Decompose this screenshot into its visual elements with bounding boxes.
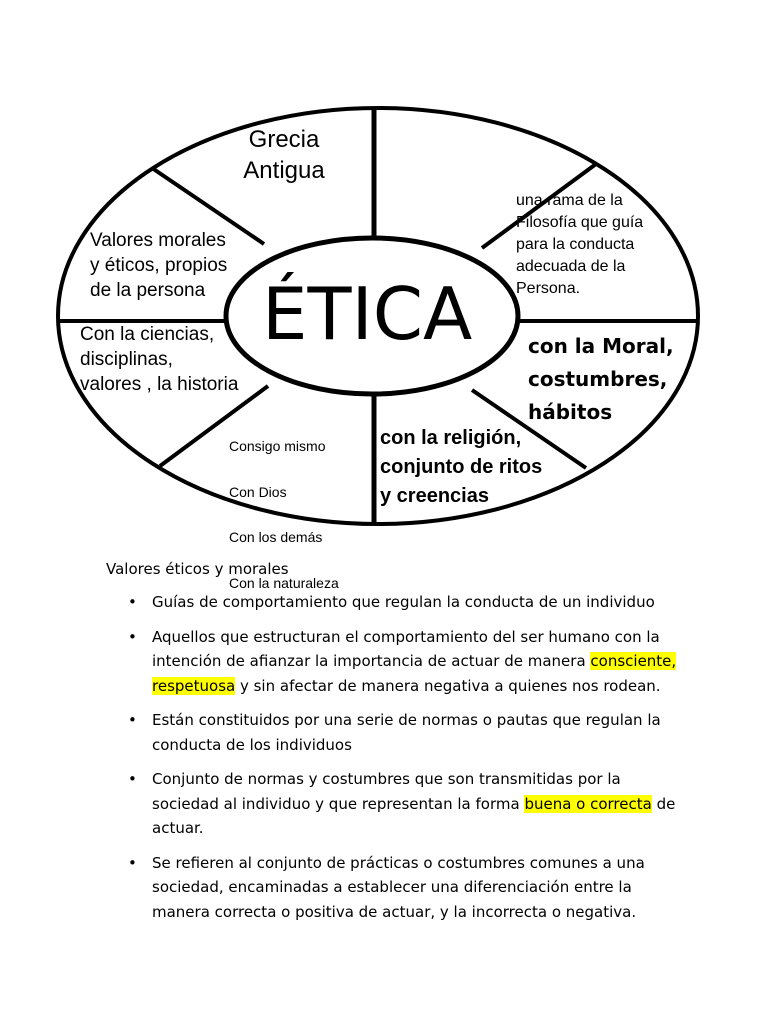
bullet-text: Están constituidos por una serie de normas o pautas que regulan la conducta de los individuos: [152, 711, 661, 754]
segment-moral: con la Moral, costumbres, hábitos: [528, 334, 674, 424]
segment-ciencias: Con la ciencias, disciplinas, valores , la historia: [80, 324, 239, 395]
bullet-dot: •: [128, 593, 137, 611]
bullet-dot: •: [128, 853, 137, 872]
segment-valores-morales: Valores morales y éticos, propios de la persona: [90, 230, 228, 301]
relacion-item: Con los demás: [229, 529, 323, 545]
highlighted-text: buena o correcta: [524, 794, 652, 813]
relacion-item: Con Dios: [229, 483, 287, 500]
bullet-dot: •: [128, 627, 137, 646]
segment-rama-filosofia: una rama de la Filosofía que guía para la conducta adecuada de la Persona.: [516, 192, 644, 297]
bullet-list: [128, 590, 688, 934]
bullet-text: de actuar.: [152, 794, 676, 837]
highlighted-text: consciente, respetuosa: [152, 652, 677, 695]
bullet-item: [128, 851, 688, 925]
bullet-text: Se refieren al conjunto de prácticas o costumbres comunes a una sociedad, encaminadas a establecer una diferenciación entre la manera correcta o positiva de actuar, y la incorrecta o negativa.: [152, 853, 645, 921]
bullet-item: [128, 625, 688, 699]
bullet-item: [128, 708, 688, 757]
bullet-text: Conjunto de normas y costumbres que son transmitidas por la sociedad al individuo y que representan la forma: [152, 770, 621, 813]
document-title: Valores éticos y morales: [106, 560, 289, 578]
relacion-item: Con la naturaleza: [229, 574, 339, 591]
segment-religion: con la religión, conjunto de ritos y creencias: [380, 427, 543, 507]
bullet-dot: •: [128, 770, 137, 788]
segment-grecia-antigua: Grecia Antigua: [243, 126, 325, 184]
bullet-item: [128, 590, 688, 615]
bullet-text: Guías de comportamiento que regulan la conducta de un individuo: [152, 593, 655, 611]
bullet-text: y sin afectar de manera negativa a quienes nos rodean.: [235, 676, 661, 695]
bullet-dot: •: [128, 711, 137, 729]
relacion-item: Consigo mismo: [229, 438, 326, 454]
bullet-item: [128, 767, 688, 841]
bullet-text: Aquellos que estructuran el comportamiento del ser humano con la intención de afianzar la importancia de actuar de manera: [152, 627, 660, 670]
center-title: ÉTICA: [262, 272, 473, 356]
